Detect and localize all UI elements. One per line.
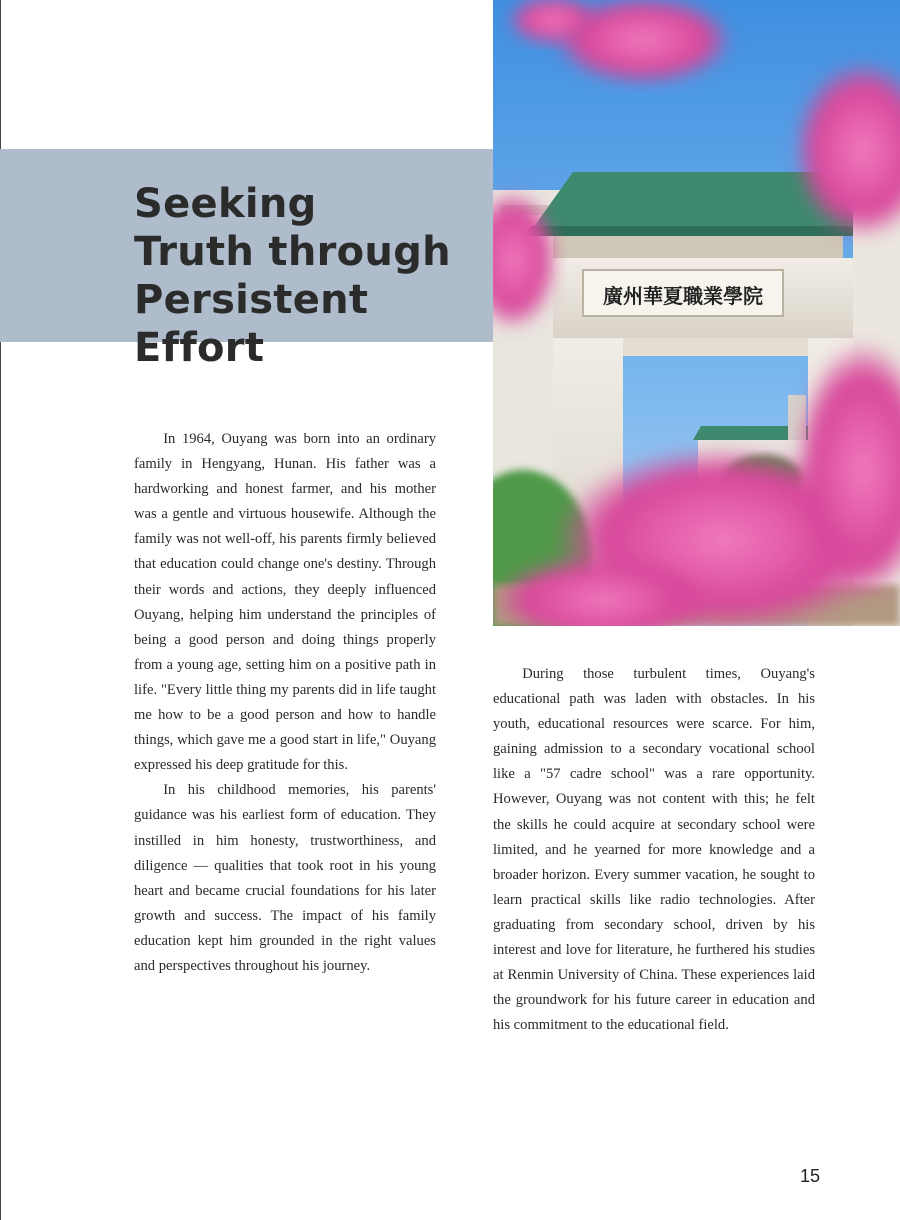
right-text-column xyxy=(493,662,815,1038)
campus-gate-photo xyxy=(493,0,900,626)
title-line-2: Truth through xyxy=(134,229,451,275)
left-paragraph-2: In his childhood memories, his parents' guidance was his earliest form of education. They instilled in him honesty, trustworthiness, and diligence — qualities that took root in his young heart and became crucial foundations for his later growth and success. The impact of his family education kept him grounded in the right values and perspectives throughout his journey. xyxy=(134,782,436,974)
left-paragraph-1: In 1964, Ouyang was born into an ordinary family in Hengyang, Hunan. His father was a hardworking and honest farmer, and his mother was a gentle and virtuous housewife. Although the family was not well-off, his parents firmly believed that education could change one's destiny. Through their words and actions, they deeply influenced Ouyang, helping him understand the principles of being a good person and doing things properly from a young age, setting him on a positive path in life. "Every little thing my parents did in life taught me how to be a good person and how to handle things, which gave me a good start in life," Ouyang expressed his deep gratitude for this. xyxy=(134,431,436,774)
right-paragraph-1: During those turbulent times, Ouyang's educational path was laden with obstacles. In his youth, educational resources were scarce. For him, gaining admission to a secondary vocational school like a "57 cadre school" was a rare opportunity. However, Ouyang was not content with this; he felt the skills he could acquire at secondary school were limited, and he yearned for more knowledge and a broader horizon. Every summer vacation, he sought to learn practical skills like radio technologies. After graduating from secondary school, driven by his interest and love for literature, he furthered his studies at Renmin University of China. These experiences laid the groundwork for his future career in education and his commitment to the educational field. xyxy=(493,666,815,1034)
title-line-1: Seeking xyxy=(134,181,317,227)
left-text-column xyxy=(134,427,436,979)
title-line-3: Persistent Effort xyxy=(134,277,369,371)
page-title xyxy=(134,180,484,372)
page-number: 15 xyxy=(799,1166,820,1186)
gate-inscription: 廣州華夏職業學院 xyxy=(603,284,763,308)
